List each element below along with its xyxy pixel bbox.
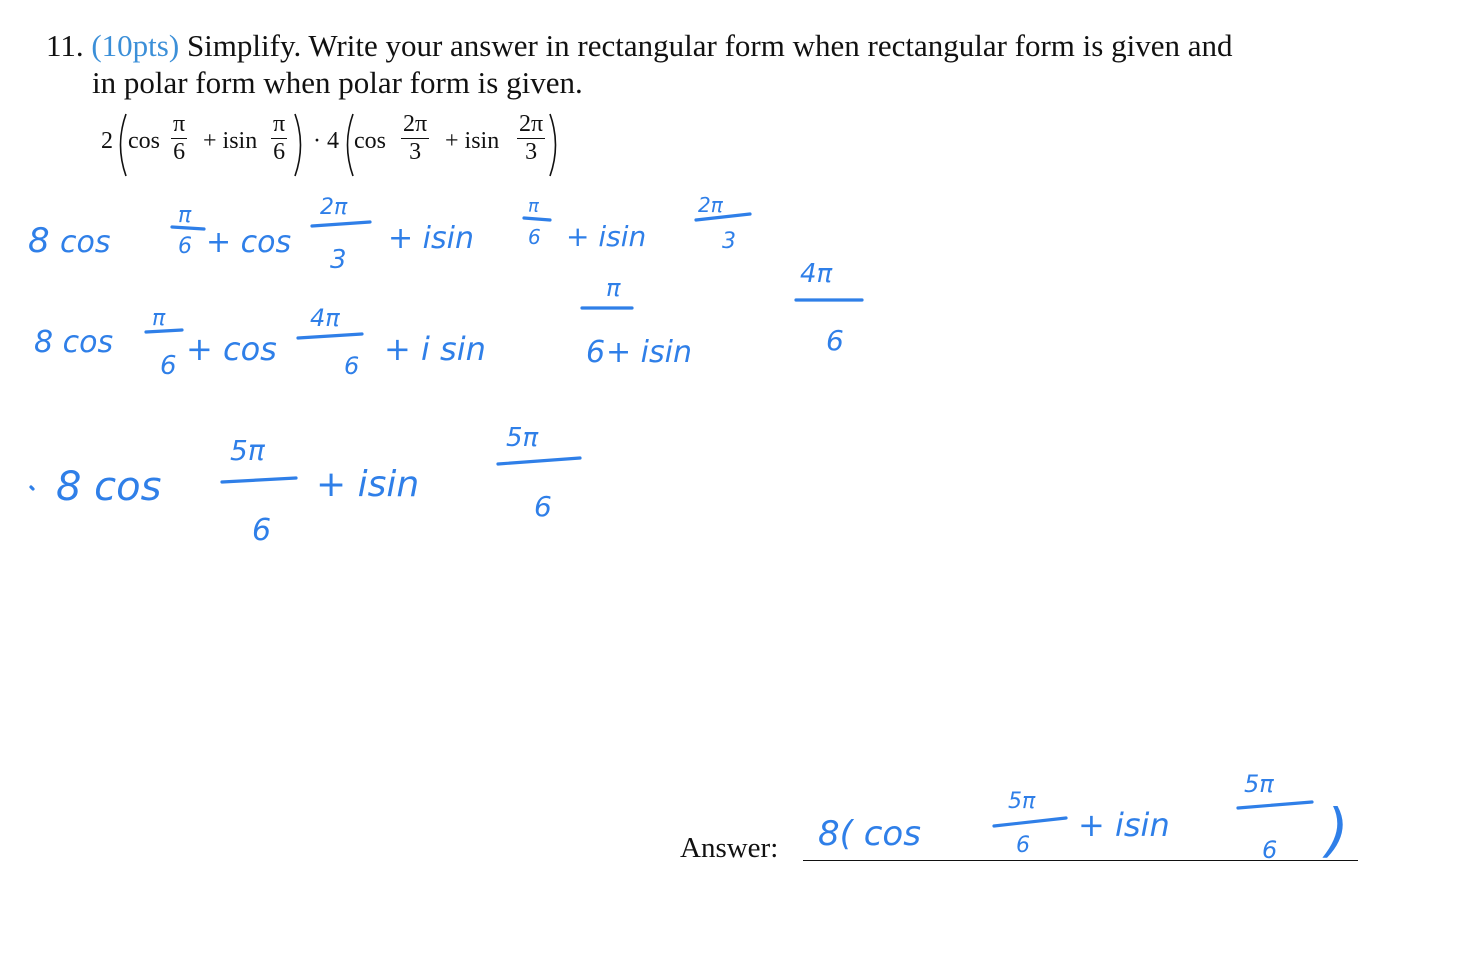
handwritten-line-1 xyxy=(28,193,750,275)
svg-text:2π: 2π xyxy=(320,195,348,220)
svg-text:5π: 5π xyxy=(1008,789,1036,814)
coefficient-1: 2 xyxy=(101,128,113,154)
points-label: (10pts) xyxy=(91,28,180,63)
svg-text:8 cos: 8 cos xyxy=(56,464,162,510)
svg-text:6: 6 xyxy=(826,324,844,357)
svg-text:6: 6 xyxy=(344,352,360,380)
plus-isin-2: + isin xyxy=(445,128,500,154)
question-number: 11. xyxy=(46,28,84,63)
question-text-2: in polar form when polar form is given. xyxy=(92,65,583,100)
svg-text:): ) xyxy=(1326,796,1349,864)
cos-label-1: cos xyxy=(128,128,160,154)
coefficient-2: 4 xyxy=(327,128,339,154)
handwritten-answer xyxy=(818,770,1349,864)
svg-text:+ isin: + isin xyxy=(566,220,647,253)
fraction-pi-over-6-a: π 6 xyxy=(173,111,186,165)
svg-text:cos: cos xyxy=(60,225,111,260)
svg-text:6: 6 xyxy=(534,490,552,523)
multiply-dot: · xyxy=(313,128,321,154)
svg-text:3: 3 xyxy=(330,245,347,275)
svg-text:+ cos: + cos xyxy=(186,330,277,368)
svg-text:+ i sin: + i sin xyxy=(384,330,486,368)
fraction-pi-over-6-b: π 6 xyxy=(273,111,286,165)
svg-text:π: π xyxy=(606,274,621,302)
fraction-2pi-over-3-a: 2π 3 xyxy=(403,111,428,165)
svg-text:8: 8 xyxy=(28,221,50,261)
svg-text:+ isin: + isin xyxy=(388,221,474,256)
handwritten-line-3 xyxy=(31,423,580,548)
svg-text:π: π xyxy=(528,196,539,217)
cos-label-2: cos xyxy=(354,128,386,154)
svg-text:5π: 5π xyxy=(230,434,265,467)
svg-text:4π: 4π xyxy=(310,304,340,332)
svg-text:+ isin: + isin xyxy=(1078,806,1170,844)
svg-text:6: 6 xyxy=(1262,836,1278,864)
fraction-2pi-over-3-b: 2π 3 xyxy=(519,111,544,165)
plus-isin-1: + isin xyxy=(203,128,258,154)
svg-text:2π: 2π xyxy=(698,193,723,217)
svg-text:8( cos: 8( cos xyxy=(818,814,921,854)
answer-label: Answer: xyxy=(680,832,779,864)
question-text-1: Simplify. Write your answer in rectangular form when rectangular form is given and xyxy=(186,28,1233,63)
svg-text:8 cos: 8 cos xyxy=(34,325,114,360)
svg-text:π: π xyxy=(152,306,166,331)
answer-blank-line[interactable] xyxy=(803,860,1358,861)
svg-text:4π: 4π xyxy=(800,259,833,289)
svg-text:+ isin: + isin xyxy=(606,335,692,370)
svg-text:6: 6 xyxy=(528,225,541,249)
svg-text:3: 3 xyxy=(722,229,736,254)
svg-text:6: 6 xyxy=(178,234,192,259)
svg-text:6: 6 xyxy=(586,335,606,370)
svg-text:5π: 5π xyxy=(1244,770,1274,798)
svg-text:6: 6 xyxy=(252,513,272,548)
handwritten-line-2 xyxy=(34,259,862,381)
svg-text:5π: 5π xyxy=(506,423,539,453)
svg-text:π: π xyxy=(178,203,192,228)
svg-text:6: 6 xyxy=(1016,833,1030,858)
svg-text:+ cos: + cos xyxy=(206,225,292,260)
svg-text:6: 6 xyxy=(160,351,177,381)
svg-text:+ isin: + isin xyxy=(316,464,420,505)
